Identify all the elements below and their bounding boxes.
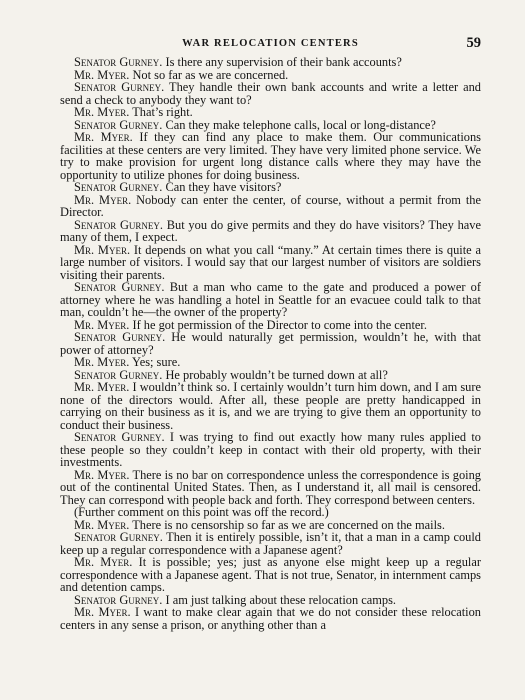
paragraph-text: Not so far as we are concerned. <box>129 67 289 82</box>
paragraph-text: I want to make clear again that we do not consider these relocation centers in any sense a prison, or anything other than a <box>60 605 481 632</box>
transcript-paragraph <box>60 131 481 181</box>
paragraph-text: He would naturally get permission, wouldn’t he, with that power of attorney? <box>60 330 481 357</box>
running-title: WAR RELOCATION CENTERS <box>182 38 359 49</box>
speaker-name: Mr. Myer. <box>74 317 130 332</box>
speaker-name: Mr. Myer. <box>74 555 133 569</box>
paragraph-text: There is no censorship so far as we are concerned on the mails. <box>129 517 445 532</box>
paragraph-text: Yes; sure. <box>129 355 181 369</box>
speaker-name: Senator Gurney. <box>74 217 164 232</box>
paragraph-text: Is there any supervision of their bank accounts? <box>162 55 402 69</box>
transcript-paragraph <box>60 194 481 219</box>
paragraph-text: It depends on what you call “many.” At certain times there is quite a large number of visitors. I would say that our largest number of visitors are soldiers visiting their parents. <box>60 242 481 282</box>
transcript-paragraph <box>60 556 481 594</box>
paragraph-text: Nobody can enter the center, of course, without a permit from the Director. <box>60 192 481 219</box>
transcript-paragraph <box>60 469 481 507</box>
paragraph-text: But you do give permits and they do have visitors? They have many of them, I expect. <box>60 217 481 244</box>
speaker-name: Senator Gurney. <box>74 80 165 94</box>
speaker-name: Mr. Myer. <box>74 517 130 532</box>
paragraph-text: (Further comment on this point was off the record.) <box>74 505 329 519</box>
transcript-paragraph <box>60 431 481 469</box>
transcript-paragraph <box>60 219 481 244</box>
paragraph-text: If he got permission of the Director to come into the center. <box>129 317 427 332</box>
transcript-paragraph <box>60 281 481 319</box>
transcript-paragraph <box>60 244 481 282</box>
paragraph-text: That’s right. <box>129 105 193 119</box>
speaker-name: Senator Gurney. <box>74 280 165 294</box>
paragraph-text: I was trying to find out exactly how many rules applied to these people so they couldn’t keep in contact with their old property, with their investments. <box>60 430 481 469</box>
speaker-name: Mr. Myer. <box>74 380 130 394</box>
transcript-paragraph <box>60 531 481 556</box>
paragraph-text: I wouldn’t think so. I certainly wouldn’t turn him down, and I am sure none of the directors would. After all, these people are pretty handicapped in carrying on their business as it is, and we are trying to give them an opportunity to conduct their business. <box>60 380 481 432</box>
speaker-name: Mr. Myer. <box>74 605 131 619</box>
speaker-name: Senator Gurney. <box>74 367 163 382</box>
speaker-name: Senator Gurney. <box>74 117 163 132</box>
hearing-transcript <box>60 56 481 631</box>
transcript-paragraph <box>60 81 481 106</box>
speaker-name: Senator Gurney. <box>74 430 165 444</box>
speaker-name: Senator Gurney. <box>74 530 163 544</box>
transcript-paragraph <box>60 381 481 431</box>
speaker-name: Mr. Myer. <box>74 130 133 144</box>
transcript-paragraph <box>60 606 481 631</box>
speaker-name: Mr. Myer. <box>74 467 130 482</box>
paragraph-text: There is no bar on correspondence unless the correspondence is going out of the continental United States. Then, as I understand it, all mail is censored. They can correspond with people back and forth. They correspond between centers. <box>60 467 481 507</box>
paragraph-text: Can they make telephone calls, local or long-distance? <box>162 117 436 132</box>
speaker-name: Senator Gurney. <box>74 592 163 607</box>
speaker-name: Senator Gurney. <box>74 330 166 344</box>
paragraph-text: They handle their own bank accounts and write a letter and send a check to anybody they want to? <box>60 80 481 107</box>
speaker-name: Mr. Myer. <box>74 192 132 207</box>
transcript-paragraph <box>60 331 481 356</box>
paragraph-text: I am just talking about these relocation camps. <box>162 592 397 607</box>
speaker-name: Senator Gurney. <box>74 55 163 69</box>
paragraph-text: He probably wouldn’t be turned down at all? <box>162 367 388 382</box>
paragraph-text: But a man who came to the gate and produced a power of attorney where he was handling a hotel in Seattle for an evacuee could talk to that man, couldn’t he—the owner of the property? <box>60 280 481 319</box>
paragraph-text: It is possible; yes; just as anyone else might keep up a regular correspondence with a Japanese agent. That is not true, Senator, in internment camps and detention camps. <box>60 555 481 594</box>
page-header <box>60 28 481 54</box>
speaker-name: Mr. Myer. <box>74 105 130 119</box>
paragraph-text: If they can find any place to make them. Our communications facilities at these centers are very limited. They have very limited phone service. We try to make provision for urgent long distance calls where they may have the opportunity to utilize phones for doing business. <box>60 130 481 182</box>
paragraph-text: Then it is entirely possible, isn’t it, that a man in a camp could keep up a regular correspondence with a Japanese agent? <box>60 530 481 557</box>
speaker-name: Mr. Myer. <box>74 242 131 257</box>
page-number: 59 <box>466 35 481 51</box>
speaker-name: Mr. Myer. <box>74 67 130 82</box>
speaker-name: Mr. Myer. <box>74 355 130 369</box>
paragraph-text: Can they have visitors? <box>162 180 282 194</box>
speaker-name: Senator Gurney. <box>74 180 163 194</box>
